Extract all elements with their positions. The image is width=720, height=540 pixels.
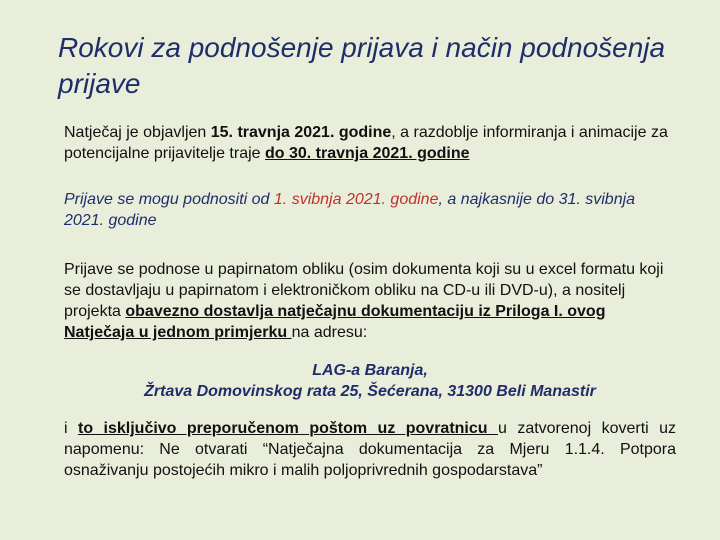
announcement-text-continued: , a razdoblje informiranja i animacije za potencijalne prijavitelje traje (64, 124, 668, 162)
submission-method-paragraph (64, 259, 676, 343)
submission-text: Prijave se mogu podnositi od (64, 191, 274, 208)
publication-date: 15. travnja 2021. godine (210, 124, 392, 141)
submission-start-date: 1. svibnja 2021. godine (273, 191, 439, 208)
registered-mail-text: to isključivo preporučenom poštom uz povratnicu (78, 420, 498, 437)
mailing-address (64, 360, 676, 402)
mandatory-documentation-text: obavezno dostavlja natječajnu dokumentaciju iz Priloga I. ovog Natječaja u jednom primjerku (64, 303, 606, 341)
delivery-text: i (64, 420, 78, 437)
announcement-paragraph (64, 122, 676, 164)
submission-method-text: Prijave se podnose u papirnatom obliku (osim dokumenta koji su u excel formatu koji se dostavljaju u papirnatom i elektroničkom obliku na CD-u ili DVD-u), a nositelj projekta (64, 261, 664, 320)
address-intro-text: na adresu: (291, 324, 368, 341)
envelope-note-text: u zatvorenoj koverti uz napomenu: Ne otvarati “Natječajna dokumentacija za Mjeru 1.1.4. Potpora osnaživanju postojećih mikro i malih poljoprivrednih gospodarstava” (64, 420, 677, 479)
slide-title: Rokovi za podnošenje prijava i način podnošenja prijave (58, 32, 666, 99)
address-line-2: Žrtava Domovinskog rata 25, Šećerana, 31300 Beli Manastir (144, 383, 596, 400)
submission-period-paragraph (64, 189, 676, 231)
delivery-method-paragraph (64, 418, 676, 481)
submission-end-text: , a najkasnije do 31. svibnja 2021. godine (64, 191, 636, 229)
information-deadline: do 30. travnja 2021. godine (265, 145, 470, 162)
address-line-1: LAG-a Baranja, (312, 362, 428, 379)
announcement-text: Natječaj je objavljen (64, 124, 211, 141)
